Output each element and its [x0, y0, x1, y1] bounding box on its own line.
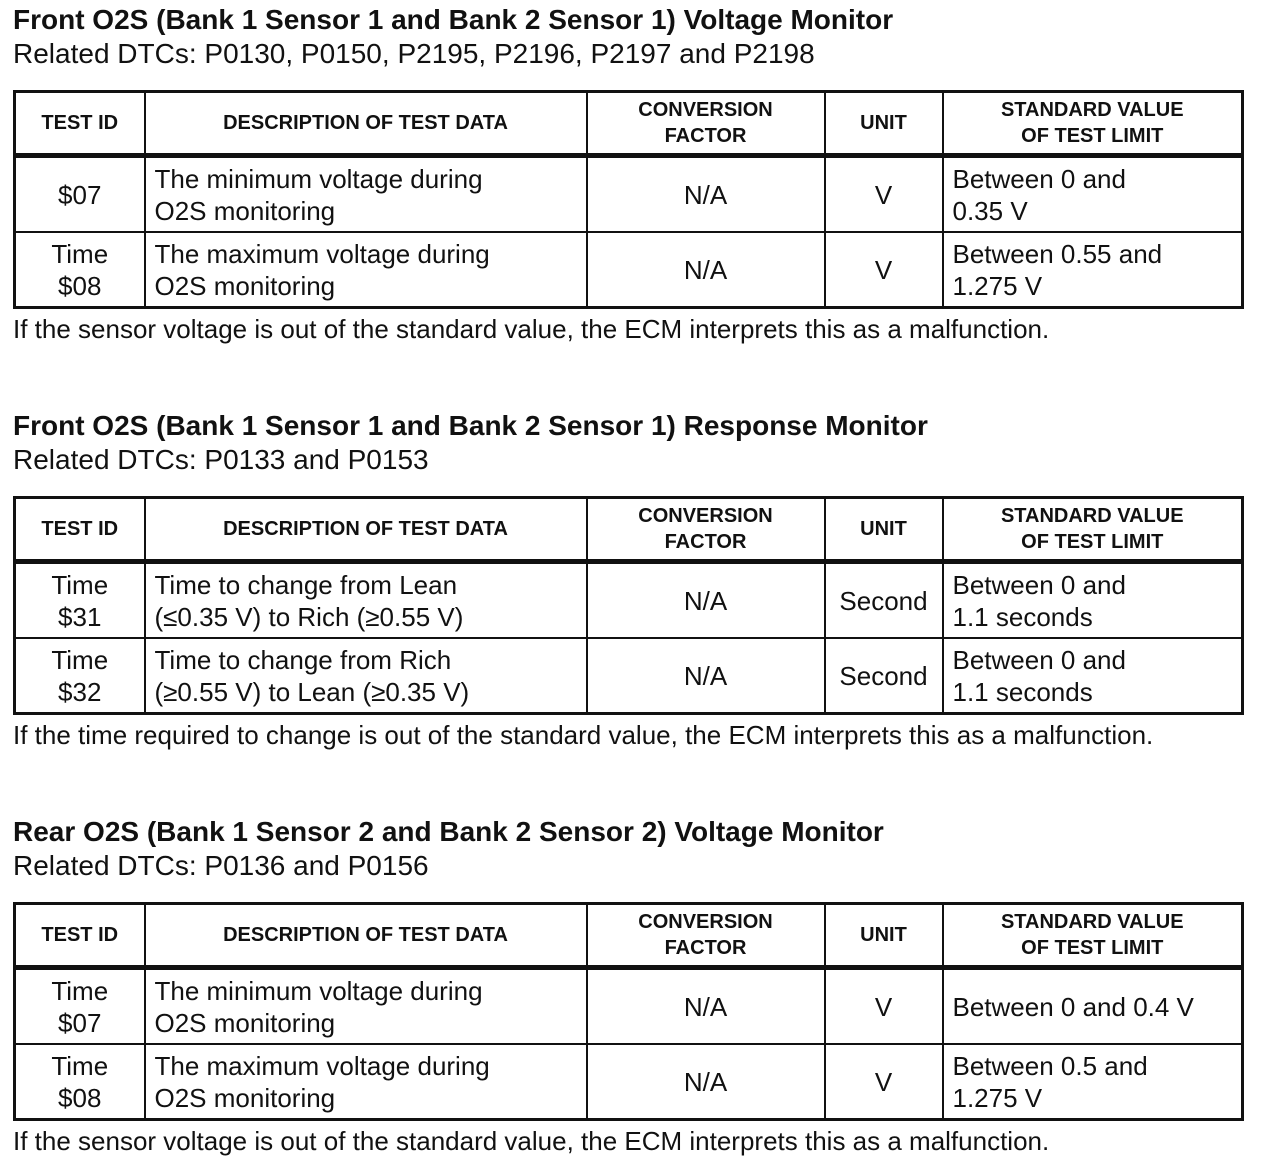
header-description: DESCRIPTION OF TEST DATA — [145, 92, 587, 156]
section-front-o2s-response-monitor — [13, 409, 1241, 751]
cell-conversion-factor: N/A — [587, 232, 825, 308]
test-id-line-2: $31 — [58, 601, 102, 632]
header-test-id: TEST ID — [15, 498, 145, 562]
section-subtitle: Related DTCs: P0133 and P0153 — [13, 444, 429, 475]
cell-standard-value — [943, 968, 1243, 1045]
cell-description — [145, 232, 587, 308]
standard-line-2: 1.275 V — [952, 270, 1043, 301]
table-header-row — [15, 92, 1243, 156]
header-description: DESCRIPTION OF TEST DATA — [145, 904, 587, 968]
cell-conversion-factor: N/A — [587, 968, 825, 1045]
section-title: Front O2S (Bank 1 Sensor 1 and Bank 2 Sensor 1) Response Monitor — [13, 410, 928, 441]
section-note: If the sensor voltage is out of the standard value, the ECM interprets this as a malfunction. — [13, 314, 1050, 344]
test-id-line-1: Time — [51, 569, 109, 600]
header-conversion-factor — [587, 498, 825, 562]
header-conversion-line-1: CONVERSION — [638, 505, 773, 527]
description-line-1: The minimum voltage during — [154, 975, 483, 1006]
description-line-2: O2S monitoring — [154, 1007, 336, 1038]
cell-test-id — [15, 1044, 145, 1120]
section-rear-o2s-voltage-monitor — [13, 815, 1241, 1157]
test-id-line-1: Time — [51, 1050, 109, 1081]
cell-standard-value — [943, 156, 1243, 233]
header-standard-value — [943, 92, 1243, 156]
test-id-line-1: Time — [51, 238, 109, 269]
section-title: Front O2S (Bank 1 Sensor 1 and Bank 2 Sensor 1) Voltage Monitor — [13, 4, 894, 35]
description-line-1: Time to change from Lean — [154, 569, 458, 600]
section-note: If the time required to change is out of the standard value, the ECM interprets this as a malfunction. — [13, 720, 1154, 750]
section-subtitle: Related DTCs: P0136 and P0156 — [13, 850, 429, 881]
description-line-2: O2S monitoring — [154, 270, 336, 301]
description-line-2: O2S monitoring — [154, 195, 336, 226]
header-standard-line-2: OF TEST LIMIT — [1021, 531, 1164, 553]
cell-unit: V — [825, 232, 943, 308]
standard-line-1: Between 0 and — [952, 163, 1126, 194]
cell-description — [145, 638, 587, 714]
table-row — [15, 156, 1243, 233]
test-id-line-2: $08 — [58, 270, 102, 301]
standard-line-1: Between 0.55 and — [952, 238, 1163, 269]
description-line-1: Time to change from Rich — [154, 644, 452, 675]
standard-line-1: Between 0.5 and — [952, 1050, 1148, 1081]
test-id-line-2: $32 — [58, 676, 102, 707]
description-line-2: (≤0.35 V) to Rich (≥0.55 V) — [154, 601, 464, 632]
test-id-line-2: $08 — [58, 1082, 102, 1113]
test-id-line-1: $07 — [58, 179, 102, 210]
test-id-line-2: $07 — [58, 1007, 102, 1038]
description-line-2: (≥0.55 V) to Lean (≥0.35 V) — [154, 676, 470, 707]
section-note: If the sensor voltage is out of the standard value, the ECM interprets this as a malfunction. — [13, 1126, 1050, 1156]
header-conversion-factor — [587, 92, 825, 156]
header-standard-line-2: OF TEST LIMIT — [1021, 125, 1164, 147]
section-subtitle: Related DTCs: P0130, P0150, P2195, P2196, P2197 and P2198 — [13, 38, 815, 69]
cell-test-id — [15, 232, 145, 308]
cell-test-id — [15, 562, 145, 639]
cell-standard-value — [943, 638, 1243, 714]
cell-conversion-factor: N/A — [587, 638, 825, 714]
header-standard-line-1: STANDARD VALUE — [1000, 505, 1184, 527]
description-line-1: The maximum voltage during — [154, 238, 490, 269]
table-header-row — [15, 498, 1243, 562]
cell-description — [145, 1044, 587, 1120]
cell-test-id — [15, 968, 145, 1045]
cell-standard-value — [943, 562, 1243, 639]
header-standard-value — [943, 498, 1243, 562]
table-row — [15, 232, 1243, 308]
cell-test-id — [15, 156, 145, 233]
description-line-2: O2S monitoring — [154, 1082, 336, 1113]
table-row — [15, 638, 1243, 714]
section-front-o2s-voltage-monitor — [13, 3, 1241, 345]
cell-standard-value — [943, 232, 1243, 308]
test-id-line-1: Time — [51, 644, 109, 675]
cell-description — [145, 156, 587, 233]
monitor-table — [13, 496, 1244, 715]
cell-unit: Second — [825, 638, 943, 714]
cell-standard-value — [943, 1044, 1243, 1120]
header-description: DESCRIPTION OF TEST DATA — [145, 498, 587, 562]
cell-conversion-factor: N/A — [587, 1044, 825, 1120]
standard-line-1: Between 0 and 0.4 V — [952, 991, 1194, 1022]
table-row — [15, 968, 1243, 1045]
header-conversion-factor — [587, 904, 825, 968]
section-title: Rear O2S (Bank 1 Sensor 2 and Bank 2 Sensor 2) Voltage Monitor — [13, 816, 884, 847]
header-conversion-line-1: CONVERSION — [638, 911, 773, 933]
cell-description — [145, 562, 587, 639]
standard-line-1: Between 0 and — [952, 569, 1126, 600]
standard-line-2: 1.1 seconds — [952, 676, 1093, 707]
header-standard-line-1: STANDARD VALUE — [1000, 99, 1184, 121]
cell-unit: V — [825, 1044, 943, 1120]
test-id-line-1: Time — [51, 975, 109, 1006]
header-unit: UNIT — [825, 92, 943, 156]
table-row — [15, 562, 1243, 639]
header-unit: UNIT — [825, 498, 943, 562]
header-standard-value — [943, 904, 1243, 968]
header-unit: UNIT — [825, 904, 943, 968]
standard-line-2: 1.275 V — [952, 1082, 1043, 1113]
standard-line-2: 0.35 V — [952, 195, 1028, 226]
cell-conversion-factor: N/A — [587, 156, 825, 233]
standard-line-1: Between 0 and — [952, 644, 1126, 675]
header-test-id: TEST ID — [15, 92, 145, 156]
description-line-1: The minimum voltage during — [154, 163, 483, 194]
standard-line-2: 1.1 seconds — [952, 601, 1093, 632]
header-conversion-line-2: FACTOR — [664, 531, 747, 553]
cell-test-id — [15, 638, 145, 714]
header-conversion-line-2: FACTOR — [664, 937, 747, 959]
header-standard-line-1: STANDARD VALUE — [1000, 911, 1184, 933]
monitor-table — [13, 90, 1244, 309]
cell-conversion-factor: N/A — [587, 562, 825, 639]
header-conversion-line-2: FACTOR — [664, 125, 747, 147]
description-line-1: The maximum voltage during — [154, 1050, 490, 1081]
header-test-id: TEST ID — [15, 904, 145, 968]
monitor-table — [13, 902, 1244, 1121]
cell-unit: Second — [825, 562, 943, 639]
table-row — [15, 1044, 1243, 1120]
table-header-row — [15, 904, 1243, 968]
cell-unit: V — [825, 968, 943, 1045]
cell-unit: V — [825, 156, 943, 233]
cell-description — [145, 968, 587, 1045]
header-standard-line-2: OF TEST LIMIT — [1021, 937, 1164, 959]
header-conversion-line-1: CONVERSION — [638, 99, 773, 121]
